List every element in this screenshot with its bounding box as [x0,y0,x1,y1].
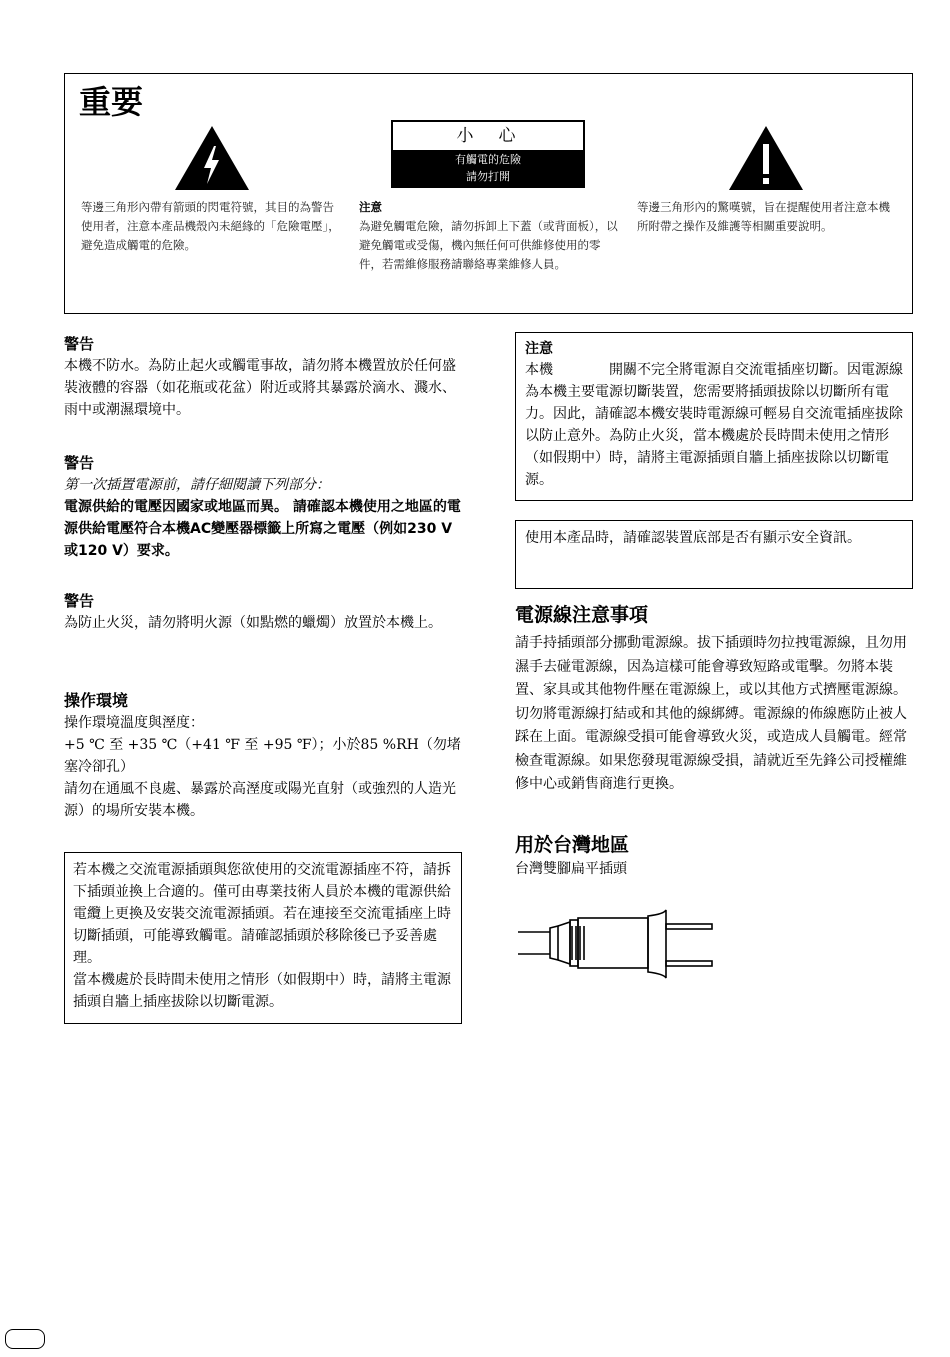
caution-box-title: 注意 [525,341,553,357]
warning-italic-2: 第一次插置電源前，請仔細閱讀下列部分： [64,477,330,493]
warning-section-2 [64,452,464,562]
warning-text-3: 為防止火災，請勿將明火源（如點燃的蠟燭）放置於本機上。 [64,615,442,631]
important-box [64,73,913,314]
warning-section-3 [64,590,460,634]
lightning-description: 等邊三角形內帶有箭頭的閃電符號，其目的為警告使用者，注意本產品機殼內未絕緣的「危險電壓」，避免造成觸電的危險。 [81,200,340,252]
middle-note-title: 注意 [359,200,382,214]
caution-box [515,332,913,501]
plug-replacement-para1: 若本機之交流電源插頭與您欲使用的交流電源插座不符，請拆下插頭並換上合適的。僅可由專業技術人員於本機的電源供給電纜上更換及安裝交流電源插頭。若在連接至交流電插座上時切斷插頭，可能導致觸電。請確認插頭於移除後已予妥善處理。 [73,862,451,966]
page-tab [5,1329,45,1349]
environment-line2: +5 ℃ 至 +35 ℃（+41 ℉ 至 +95 ℉）；小於85 %RH（勿堵塞冷卻孔） [64,737,461,775]
caution-box-text: 本機 開關不完全將電源自交流電插座切斷。因電源線為本機主要電源切斷裝置，您需要將插頭拔除以切斷所有電力。因此，請確認本機安裝時電源線可輕易自交流電插座拔除以防止意外。為防止火災，當本機處於長時間未使用之情形（如假期中）時，請將主電源插頭自牆上插座拔除以切斷電源。 [525,362,903,488]
power-cord-title: 電源線注意事項 [515,604,649,626]
warning-title-1: 警告 [64,335,95,353]
taiwan-subtitle: 台灣雙腳扁平插頭 [515,861,627,877]
environment-title: 操作環境 [64,691,129,710]
exclamation-description: 等邊三角形內的驚嘆號，旨在提醒使用者注意本機所附帶之操作及維護等相關重要說明。 [637,200,890,233]
two-prong-plug-icon [516,906,716,986]
middle-note-text: 為避免觸電危險，請勿拆卸上下蓋（或背面板），以避免觸電或受傷，機內無任何可供維修使用的零件，若需維修服務請聯絡專業維修人員。 [359,219,618,271]
power-cord-section [515,602,913,797]
warning-title-2: 警告 [64,454,95,472]
taiwan-section [515,832,913,880]
plug-replacement-para2: 當本機處於長時間未使用之情形（如假期中）時，請將主電源插頭自牆上插座拔除以切斷電源。 [73,972,451,1010]
caution-label [391,120,585,188]
lightning-triangle-icon [173,124,251,192]
caution-label-line2: 請勿打開 [466,170,510,183]
safety-info-text: 使用本產品時，請確認裝置底部是否有顯示安全資訊。 [525,530,861,546]
important-title: 重要 [79,83,144,121]
warning-section-1 [64,333,460,421]
environment-line1: 操作環境溫度與溼度： [64,715,204,731]
middle-note [359,198,621,274]
exclamation-triangle-icon [727,124,805,192]
plug-replacement-box [64,852,462,1024]
power-cord-text: 請手持插頭部分挪動電源線。拔下插頭時勿拉拽電源線，且勿用濕手去碰電源線，因為這樣可能會導致短路或電擊。勿將本裝置、家具或其他物件壓在電源線上，或以其他方式擠壓電源線。切勿將電源線打結或和其他的線綁縛。電源線的佈線應防止被人踩在上面。電源線受損可能會導致火災，或造成人員觸電。經常檢查電源線。如果您發現電源線受損，請就近至先鋒公司授權維修中心或銷售商進行更換。 [515,635,907,792]
environment-line3: 請勿在通風不良處、暴露於高溼度或陽光直射（或強烈的人造光源）的場所安裝本機。 [64,781,456,819]
safety-info-box [515,520,913,589]
caution-label-line1: 有觸電的危險 [455,153,521,166]
warning-bold-2: 電源供給的電壓因國家或地區而異。 請確認本機使用之地區的電源供給電壓符合本機AC變壓器標籤上所寫之電壓（例如230 V或120 V）要求。 [64,499,461,559]
operating-environment [64,690,464,822]
taiwan-title: 用於台灣地區 [515,834,630,856]
warning-title-3: 警告 [64,592,95,610]
warning-text-1: 本機不防水。為防止起火或觸電事故，請勿將本機置放於任何盛裝液體的容器（如花瓶或花盆）附近或將其暴露於滴水、濺水、雨中或潮濕環境中。 [64,358,456,418]
caution-label-title: 小 心 [456,126,520,146]
